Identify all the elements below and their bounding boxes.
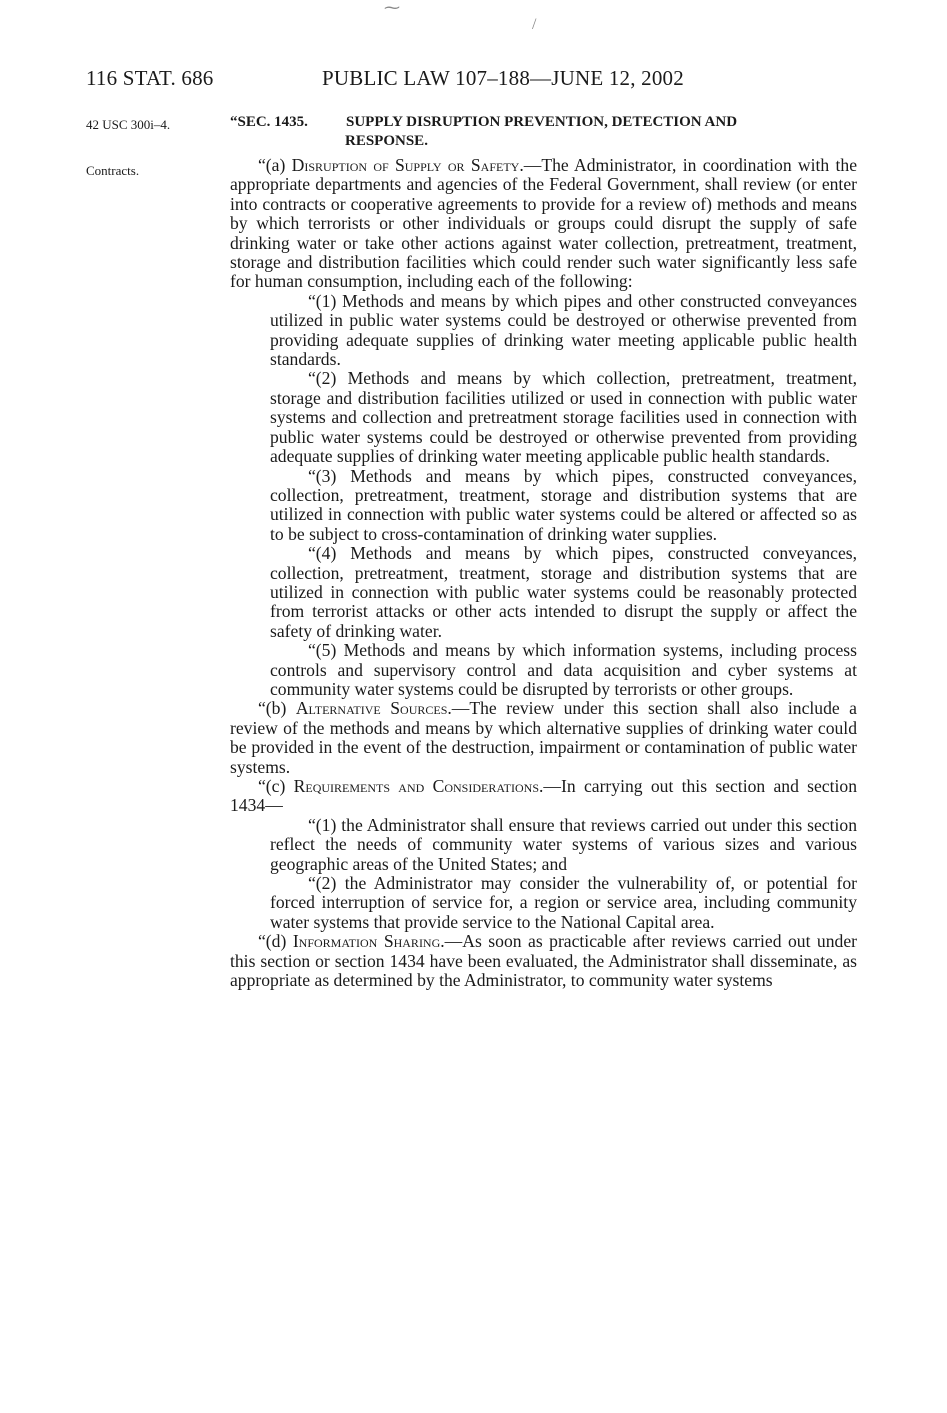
scan-mark-dash: ⁓ bbox=[384, 0, 400, 17]
subsection-c-heading: Requirements and Considerations bbox=[293, 776, 540, 796]
subsection-d-text: .—As soon as practicable after reviews carried out under this section or section 1434 have been evaluated, the Administrator shall disseminate, as appropriate as determined by the Administrator, to community water systems bbox=[230, 931, 857, 991]
subsection-d bbox=[230, 932, 857, 990]
paragraph-c1: “(1) the Administrator shall ensure that reviews carried out under this section reflect the needs of community water systems of various sizes and various geographic areas of the United States; and bbox=[270, 814, 857, 874]
public-law-title: PUBLIC LAW 107–188—JUNE 12, 2002 bbox=[322, 66, 684, 90]
subsection-b-text: .—The review under this section shall also include a review of the methods and means by which alternative supplies of drinking water could be provided in the event of the destruction, impairment or contamination of public water systems. bbox=[230, 698, 857, 777]
paragraph-a1: “(1) Methods and means by which pipes and other constructed conveyances utilized in public water systems could be destroyed or otherwise prevented from providing adequate supplies of drinking water meeting applicable public health standards. bbox=[270, 290, 857, 370]
subsection-a-text: .—The Administrator, in coordination with the appropriate departments and agencies of the Federal Government, shall review (or enter into contracts or cooperative agreements to provide for a review of) methods and means by which terrorists or other individuals or groups could disrupt the supply of safe drinking water or take other actions against water collection, pretreatment, treatment, storage and distribution facilities which could render such water significantly less safe for human consumption, including each of the following: bbox=[230, 155, 858, 292]
subsection-d-heading: Information Sharing bbox=[292, 931, 441, 952]
margin-note-usc: 42 USC 300i–4. bbox=[86, 117, 171, 132]
subsection-c-text: .—In carrying out this section and section 1434— bbox=[230, 776, 857, 816]
paragraph-a4: “(4) Methods and means by which pipes, constructed conveyances, collection, pretreatment, treatment, storage and distribution systems that are utilized in connection with public water systems could be reasonably protected from terrorist attacks or other acts intended to disrupt the supply or affect the safety of drinking water. bbox=[270, 543, 857, 641]
section-title-line1: SUPPLY DISRUPTION PREVENTION, DETECTION AND bbox=[346, 114, 738, 130]
paragraph-c2: “(2) the Administrator may consider the vulnerability of, or potential for forced interruption of service for, a region or service area, including community water systems that provide service to the National Capital area. bbox=[270, 873, 857, 932]
paragraph-a3: “(3) Methods and means by which pipes, constructed conveyances, collection, pretreatment, treatment, storage and distribution systems that are utilized in connection with public water systems could be altered or affected so as to be subject to cross-contamination of drinking water supplies. bbox=[270, 465, 857, 544]
subsection-a bbox=[230, 156, 857, 292]
subsection-c-open: “(c) bbox=[258, 776, 294, 796]
subsection-b bbox=[230, 699, 857, 777]
subsection-d-open: “(d) bbox=[258, 931, 293, 952]
subsection-a-heading: Disruption of Supply or Safety bbox=[291, 155, 520, 175]
paragraph-a2: “(2) Methods and means by which collection, pretreatment, treatment, storage and distribution facilities utilized or used in connection with public water systems and collection and pretreatment storage facilities used in connection with public water systems could be destroyed or otherwise prevented from providing adequate supplies of drinking water meeting applicable public health standards. bbox=[270, 368, 857, 467]
margin-note-contracts: Contracts. bbox=[86, 163, 140, 178]
scan-mark-slash: / bbox=[532, 16, 537, 33]
subsection-c bbox=[230, 777, 857, 816]
page-header bbox=[86, 66, 886, 91]
section-title bbox=[230, 113, 858, 151]
paragraph-a5: “(5) Methods and means by which information systems, including process controls and supervisory control and data acquisition and cyber systems at community water systems could be disrupted by terrorists or other groups. bbox=[270, 640, 857, 699]
subsection-b-open: “(b) bbox=[258, 698, 296, 719]
stat-page-reference: 116 STAT. 686 bbox=[86, 66, 214, 90]
section-number: “SEC. 1435. bbox=[230, 114, 308, 130]
subsection-b-heading: Alternative Sources bbox=[295, 698, 448, 719]
section-title-line2: RESPONSE. bbox=[345, 133, 428, 149]
subsection-a-open: “(a) bbox=[258, 155, 292, 175]
document-body bbox=[230, 156, 857, 990]
